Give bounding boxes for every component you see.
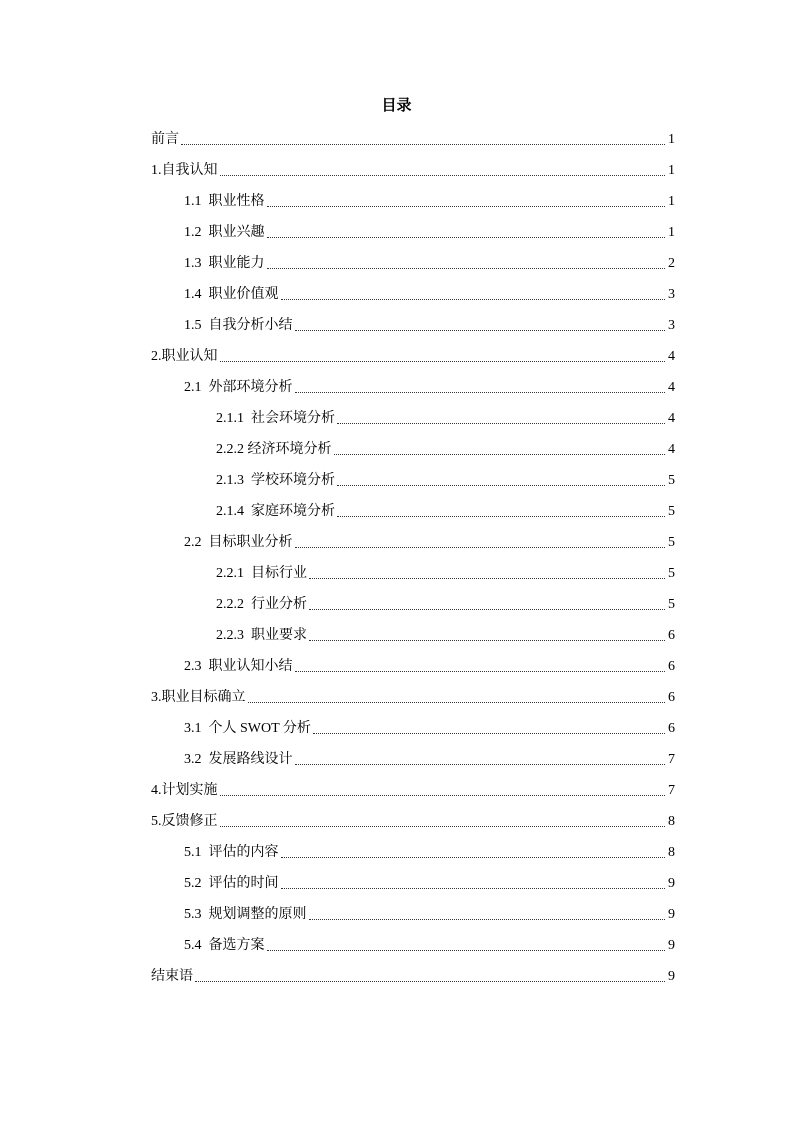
dot-leader (220, 174, 666, 176)
toc-entry-page-number: 8 (668, 845, 675, 860)
toc-entry[interactable] (151, 242, 675, 273)
dot-leader (281, 298, 666, 300)
toc-entry-text: 2.1 外部环境分析 (184, 380, 293, 395)
toc-entry-text: 3.1 个人 SWOT 分析 (184, 721, 311, 736)
dot-leader (295, 391, 666, 393)
toc-entry-page-number: 5 (668, 597, 675, 612)
dot-leader (295, 546, 666, 548)
toc-title: 目录 (381, 98, 412, 114)
toc-entry[interactable] (151, 769, 675, 800)
toc-entry-text: 2.2 目标职业分析 (184, 535, 293, 550)
toc-entry-page-number: 6 (668, 659, 675, 674)
toc-entry-page-number: 1 (668, 194, 675, 209)
toc-entry-text: 2.1.3 学校环境分析 (216, 473, 335, 488)
dot-leader (267, 236, 666, 238)
toc-entry[interactable] (151, 211, 675, 242)
toc-entry-page-number: 1 (668, 132, 675, 147)
toc-entry-page-number: 5 (668, 566, 675, 581)
dot-leader (267, 267, 666, 269)
toc-entry-page-number: 4 (668, 442, 675, 457)
toc-entry-text: 3.2 发展路线设计 (184, 752, 293, 767)
dot-leader (334, 453, 666, 455)
dot-leader (220, 825, 666, 827)
toc-entry-text: 1.4 职业价值观 (184, 287, 279, 302)
dot-leader (195, 980, 665, 982)
toc-entry-page-number: 6 (668, 690, 675, 705)
toc-entry[interactable] (151, 304, 675, 335)
dot-leader (337, 515, 665, 517)
toc-entry-page-number: 7 (668, 783, 675, 798)
dot-leader (181, 143, 665, 145)
dot-leader (309, 918, 666, 920)
toc-entry[interactable] (151, 118, 675, 149)
toc-entry[interactable] (151, 676, 675, 707)
toc-entry-text: 5.3 规划调整的原则 (184, 907, 307, 922)
toc-entry[interactable] (151, 738, 675, 769)
toc-entry-text: 1.3 职业能力 (184, 256, 265, 271)
toc-entry-page-number: 3 (668, 287, 675, 302)
dot-leader (281, 887, 666, 889)
dot-leader (313, 732, 665, 734)
toc-entry-page-number: 9 (668, 938, 675, 953)
toc-entry[interactable] (151, 552, 675, 583)
toc-entry-page-number: 5 (668, 504, 675, 519)
toc-entry[interactable] (151, 273, 675, 304)
toc-entry-text: 2.2.1 目标行业 (216, 566, 307, 581)
dot-leader (267, 205, 666, 207)
toc-entry-text: 2.2.2 行业分析 (216, 597, 307, 612)
toc-entry[interactable] (151, 924, 675, 955)
toc-entry-text: 5.1 评估的内容 (184, 845, 279, 860)
toc-entry-text: 5.4 备选方案 (184, 938, 265, 953)
toc-entry[interactable] (151, 614, 675, 645)
dot-leader (267, 949, 666, 951)
toc-entry-text: 5.2 评估的时间 (184, 876, 279, 891)
toc-entry[interactable] (151, 180, 675, 211)
toc-entry-page-number: 4 (668, 411, 675, 426)
toc-entry-page-number: 9 (668, 907, 675, 922)
toc-entry[interactable] (151, 397, 675, 428)
dot-leader (295, 670, 666, 672)
toc-entry[interactable] (151, 800, 675, 831)
toc-entry[interactable] (151, 149, 675, 180)
toc-entry-text: 3.职业目标确立 (151, 690, 246, 705)
toc-entry-text: 2.2.3 职业要求 (216, 628, 307, 643)
toc-entry-page-number: 5 (668, 473, 675, 488)
toc-entry[interactable] (151, 459, 675, 490)
toc-entry-page-number: 3 (668, 318, 675, 333)
toc-entry[interactable] (151, 831, 675, 862)
toc-entry-text: 1.1 职业性格 (184, 194, 265, 209)
toc-entry-text: 2.2.2 经济环境分析 (216, 442, 332, 457)
toc-entry-text: 前言 (151, 132, 179, 147)
toc-entry-text: 1.5 自我分析小结 (184, 318, 293, 333)
toc-entry-page-number: 6 (668, 721, 675, 736)
dot-leader (295, 329, 666, 331)
toc-entry[interactable] (151, 862, 675, 893)
toc-entry[interactable] (151, 366, 675, 397)
dot-leader (281, 856, 666, 858)
toc-entry[interactable] (151, 645, 675, 676)
dot-leader (220, 794, 666, 796)
toc-entry[interactable] (151, 707, 675, 738)
toc-entry-text: 2.1.1 社会环境分析 (216, 411, 335, 426)
toc-entry-text: 2.3 职业认知小结 (184, 659, 293, 674)
toc-entry-page-number: 9 (668, 876, 675, 891)
toc-entry-page-number: 6 (668, 628, 675, 643)
toc-entry-text: 结束语 (151, 969, 193, 984)
dot-leader (220, 360, 666, 362)
dot-leader (309, 608, 665, 610)
toc-entry-text: 1.自我认知 (151, 163, 218, 178)
dot-leader (337, 422, 665, 424)
toc-entry[interactable] (151, 428, 675, 459)
toc-entry-page-number: 1 (668, 225, 675, 240)
toc-entry-page-number: 4 (668, 380, 675, 395)
dot-leader (309, 639, 665, 641)
toc-entry[interactable] (151, 335, 675, 366)
toc-entry[interactable] (151, 955, 675, 986)
toc-list (151, 118, 675, 986)
toc-entry[interactable] (151, 583, 675, 614)
toc-entry-page-number: 4 (668, 349, 675, 364)
dot-leader (248, 701, 666, 703)
toc-entry-page-number: 9 (668, 969, 675, 984)
toc-entry-text: 4.计划实施 (151, 783, 218, 798)
toc-entry[interactable] (151, 521, 675, 552)
toc-entry-page-number: 8 (668, 814, 675, 829)
toc-entry-page-number: 1 (668, 163, 675, 178)
toc-entry-text: 1.2 职业兴趣 (184, 225, 265, 240)
toc-entry-text: 2.1.4 家庭环境分析 (216, 504, 335, 519)
toc-entry-text: 5.反馈修正 (151, 814, 218, 829)
toc-entry-page-number: 7 (668, 752, 675, 767)
toc-entry[interactable] (151, 893, 675, 924)
toc-entry-page-number: 2 (668, 256, 675, 271)
dot-leader (309, 577, 665, 579)
toc-entry-text: 2.职业认知 (151, 349, 218, 364)
toc-entry[interactable] (151, 490, 675, 521)
toc-entry-page-number: 5 (668, 535, 675, 550)
dot-leader (295, 763, 666, 765)
dot-leader (337, 484, 665, 486)
